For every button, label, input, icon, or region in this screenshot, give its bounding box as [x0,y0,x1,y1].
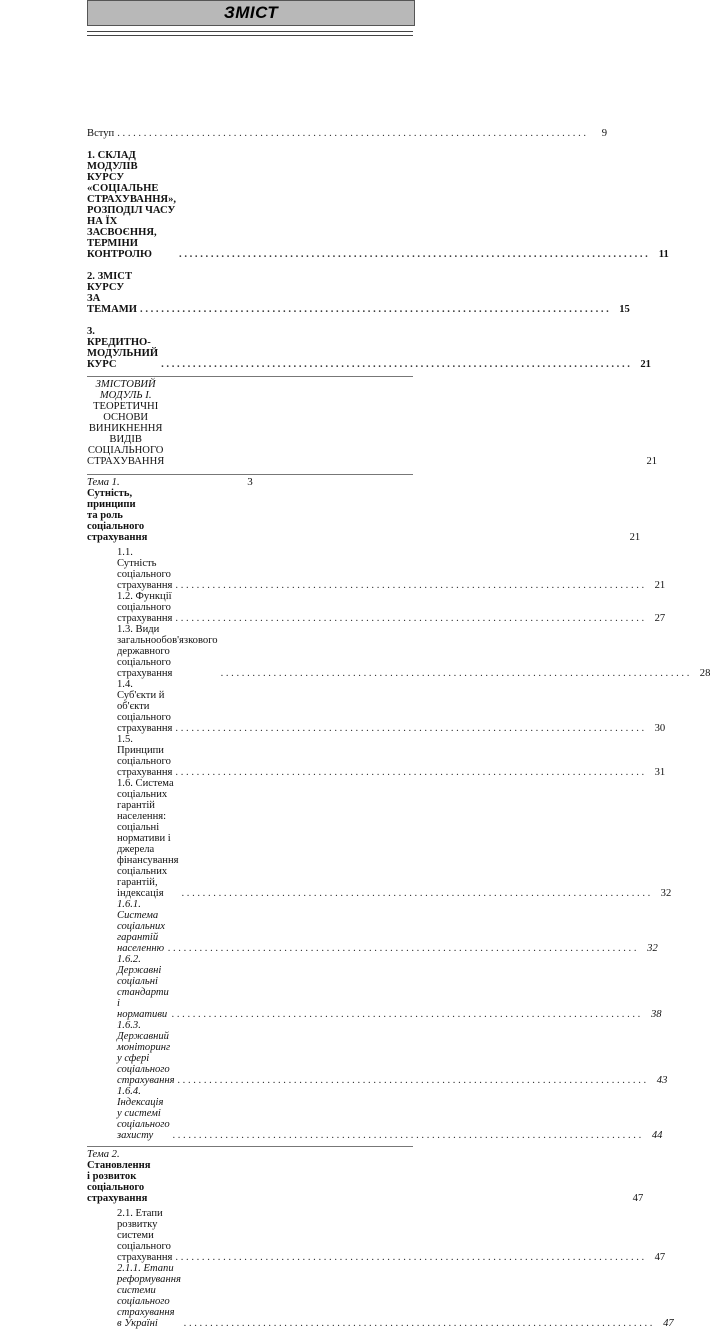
toc-subsub-entry[interactable]: 2.1.1. Етапи реформування системи соціального страхування в Україні . . . 47 [87,1263,413,1329]
toc-entry[interactable]: 3. КРЕДИТНО-МОДУЛЬНИЙ КУРС . . . 21 [87,326,413,370]
toc-sub-entry[interactable]: 2.1. Етапи розвитку системи соціального страхування . . . 47 [87,1208,413,1263]
toc-subsub-entry[interactable]: 1.6.1. Система соціальних гарантій населенню . . . 32 [87,899,413,954]
toc-subsub-entry[interactable]: 1.6.2. Державні соціальні стандарти і нормативи . . . 38 [87,954,413,1020]
table-of-contents [87,128,710,1329]
header-rule-top [87,31,413,32]
toc-subsub-entry[interactable]: 1.6.4. Індексація у системі соціального захисту . . . 44 [87,1086,413,1141]
toc-entry[interactable]: 2. ЗМІСТ КУРСУ ЗА ТЕМАМИ . . . 15 [87,271,413,315]
toc-subsub-entry[interactable]: 1.6.3. Державний моніторинг у сфері соціального страхування . . . 43 [87,1020,413,1086]
toc-sub-entry[interactable]: 1.3. Види загальнообов'язкового державного соціального страхування . . . 28 [87,624,413,679]
toc-module-entry[interactable]: ЗМІСТОВИЙ МОДУЛЬ І. ТЕОРЕТИЧНІ ОСНОВИ ВИНИКНЕННЯ ВИДІВ СОЦІАЛЬНОГО СТРАХУВАННЯ 21 [87,376,413,467]
toc-entry[interactable]: 1. СКЛАД МОДУЛІВ КУРСУ «СОЦІАЛЬНЕ СТРАХУВАННЯ», РОЗПОДІЛ ЧАСУ НА ЇХ ЗАСВОЄННЯ, ТЕРМІНИ КОНТРОЛЮ . . . 11 [87,150,413,260]
header-rule-bottom [87,35,413,36]
toc-sub-entry[interactable]: 1.2. Функції соціального страхування . . . 27 [87,591,413,624]
toc-entry[interactable]: Вступ . . . 9 [87,128,413,139]
toc-sub-entry[interactable]: 1.1. Сутність соціального страхування . . . 21 [87,547,413,591]
header-title: ЗМІСТ [223,3,279,22]
section-header [87,0,415,26]
toc-sub-entry[interactable]: 1.5. Принципи соціального страхування . . . 31 [87,734,413,778]
toc-topic-entry[interactable]: Тема 2. Становлення і розвиток соціального страхування 47 [87,1146,413,1204]
toc-sub-entry[interactable]: 1.4. Суб'єкти й об'єкти соціального страхування . . . 30 [87,679,413,734]
toc-sub-entry[interactable]: 1.6. Система соціальних гарантій населення: соціальні нормативи і джерела фінансування соціальних гарантій, індексація . . . 32 [87,778,413,899]
toc-topic-entry[interactable]: Тема 1. Сутність, принципи та роль соціального страхування 21 [87,474,413,543]
page-number: 3 [247,476,253,488]
